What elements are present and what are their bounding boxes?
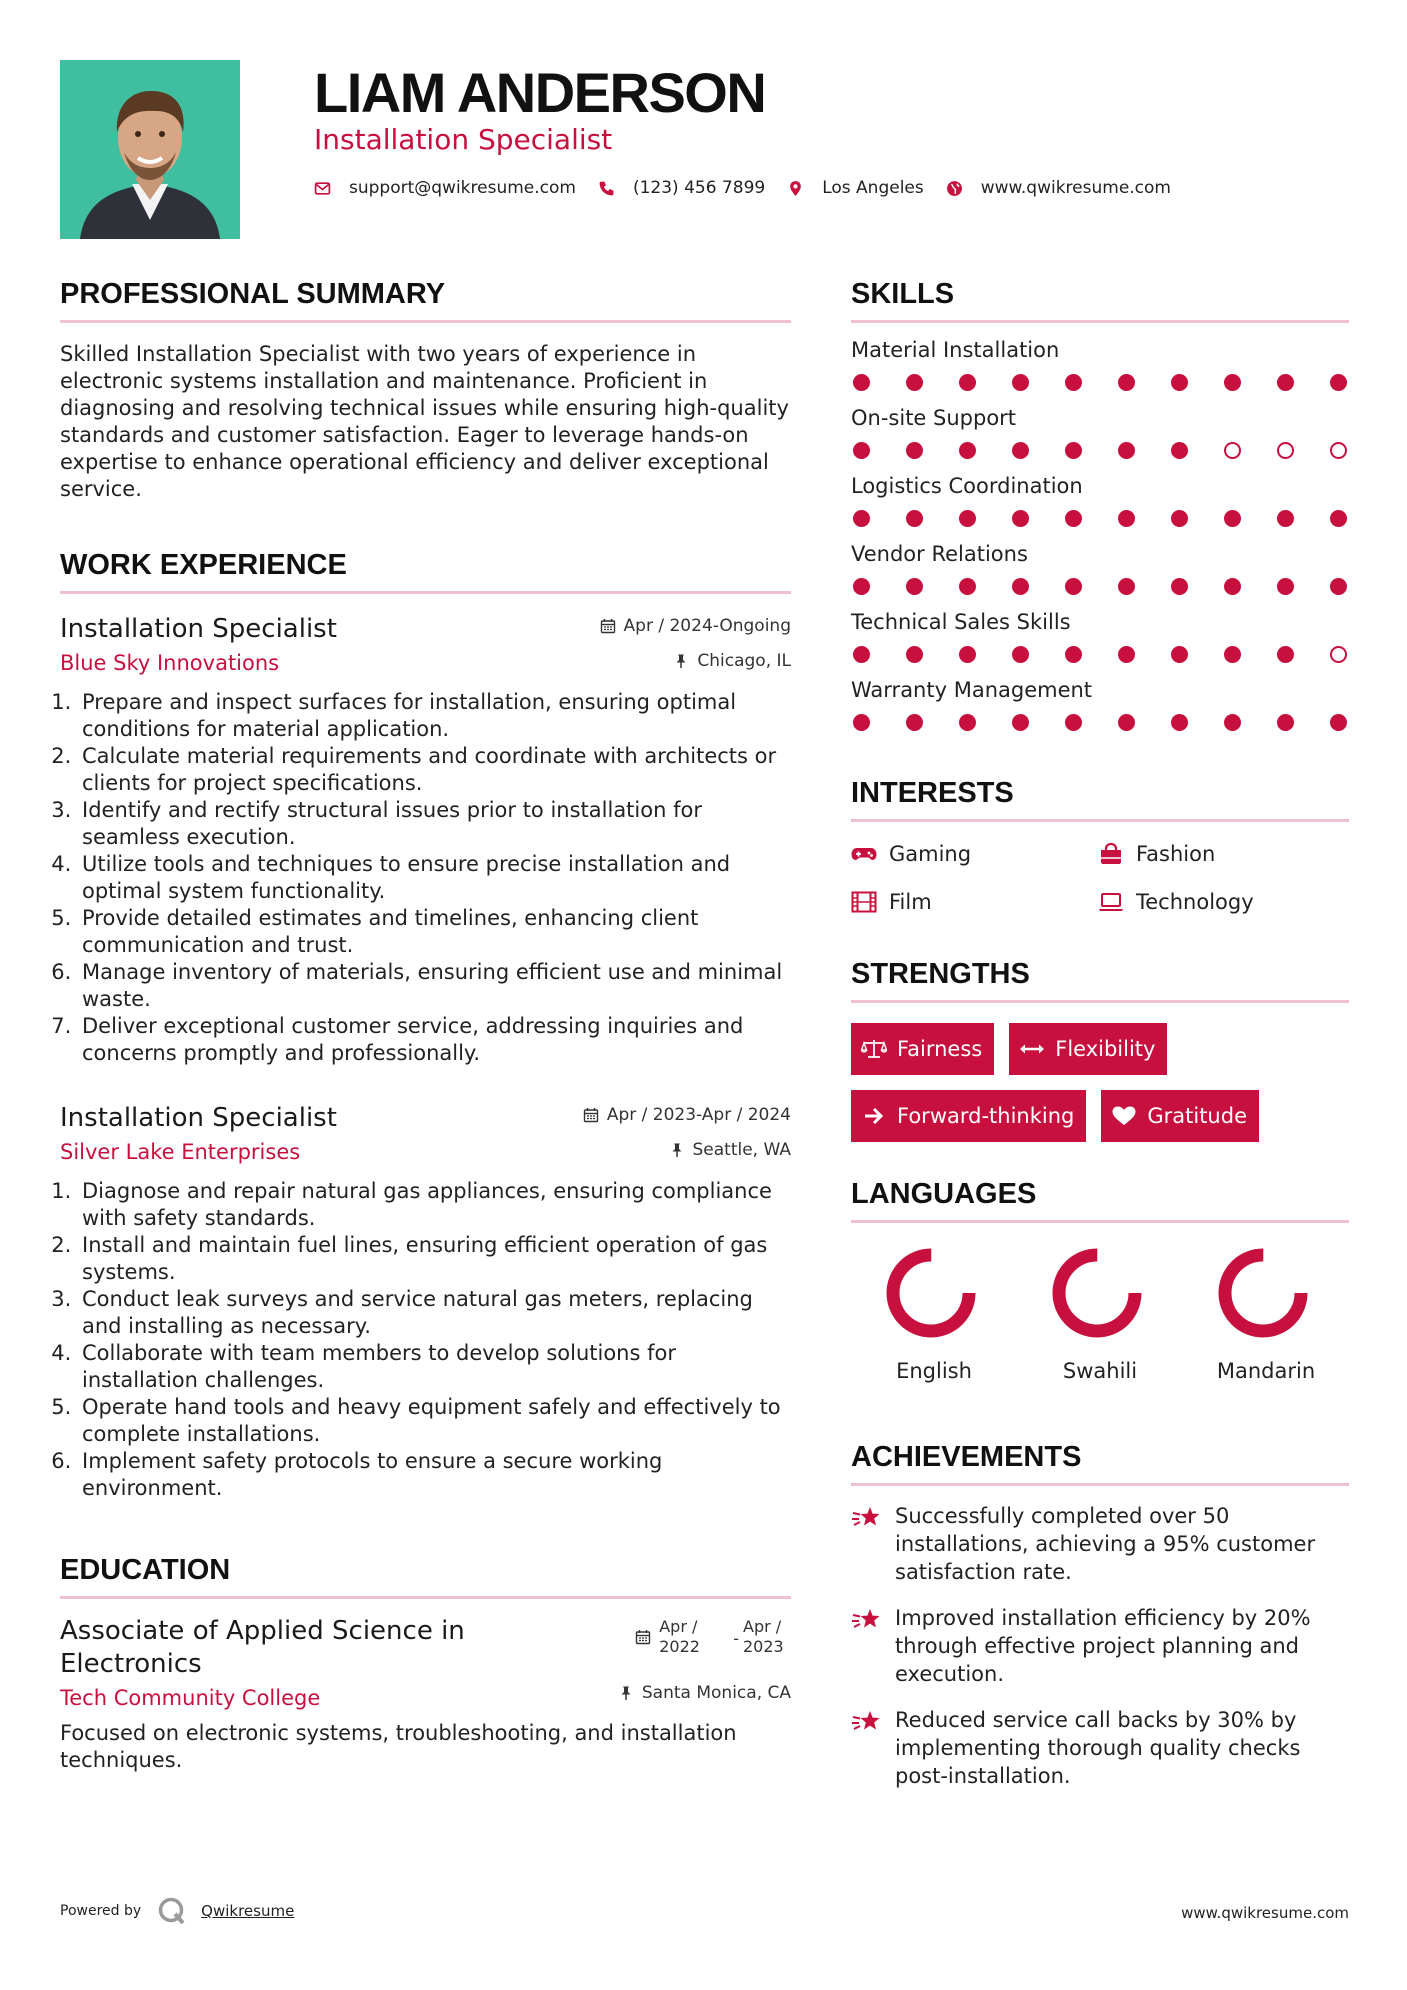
language-ring	[883, 1245, 979, 1341]
education-location	[618, 1683, 791, 1703]
contact-phone-text: (123) 456 7899	[632, 178, 766, 198]
qwikresume-link[interactable]: Qwikresume	[201, 1902, 295, 1920]
profile-photo	[60, 60, 240, 239]
education-heading: EDUCATION	[60, 1554, 231, 1586]
interest-item	[1098, 840, 1349, 868]
section-divider	[851, 1220, 1349, 1223]
job-location	[669, 1140, 792, 1160]
achievement-item	[851, 1502, 1349, 1586]
rating-dot-filled	[1012, 646, 1029, 663]
rating-dot-filled	[906, 510, 923, 527]
skill-name: Warranty Management	[851, 678, 1093, 702]
rating-dot-filled	[1330, 714, 1347, 731]
duty-item: 5. Provide detailed estimates and timelines, enhancing client communication and trust.	[78, 905, 791, 959]
experience-heading: WORK EXPERIENCE	[60, 549, 347, 581]
strength-tag	[1009, 1023, 1167, 1075]
interests-heading: INTERESTS	[851, 777, 1014, 809]
job-dates	[583, 1105, 791, 1125]
rating-dot-filled	[1171, 374, 1188, 391]
job-company: Blue Sky Innovations	[60, 651, 280, 675]
rating-dot-filled	[1330, 374, 1347, 391]
rating-dot-filled	[1118, 714, 1135, 731]
phone-icon	[598, 180, 615, 197]
rating-dot-filled	[1277, 578, 1294, 595]
map-pin-icon	[787, 180, 804, 197]
skills-heading: SKILLS	[851, 278, 955, 310]
section-divider	[60, 1596, 791, 1599]
strength-tag	[851, 1090, 1086, 1142]
contact-location-text: Los Angeles	[822, 178, 924, 198]
rating-dot-filled	[853, 442, 870, 459]
rating-dot-filled	[1012, 442, 1029, 459]
interests-list	[851, 840, 1349, 916]
scale-icon	[861, 1038, 887, 1060]
calendar-icon	[583, 1107, 599, 1123]
calendar-icon	[600, 618, 616, 634]
language-ring	[1049, 1245, 1145, 1341]
rating-dot-filled	[1330, 510, 1347, 527]
rating-dot-filled	[1224, 578, 1241, 595]
language-item	[851, 1245, 1017, 1385]
footer-website[interactable]: www.qwikresume.com	[1181, 1904, 1349, 1922]
rating-dot-filled	[1118, 442, 1135, 459]
duty-item: 1. Diagnose and repair natural gas appliances, ensuring compliance with safety standards.	[78, 1178, 791, 1232]
education-section	[60, 1546, 791, 1774]
duty-item: 2. Install and maintain fuel lines, ensuring efficient operation of gas systems.	[78, 1232, 791, 1286]
education-description: Focused on electronic systems, troubleshooting, and installation techniques.	[60, 1721, 737, 1772]
star-burst-icon	[851, 1708, 883, 1736]
qwikresume-logo-icon	[157, 1896, 187, 1926]
rating-dot-filled	[1012, 578, 1029, 595]
rating-dot-filled	[1224, 646, 1241, 663]
achievements-heading: ACHIEVEMENTS	[851, 1441, 1082, 1473]
rating-dot-filled	[906, 714, 923, 731]
skill-rating	[851, 578, 1349, 595]
rating-dot-filled	[1065, 442, 1082, 459]
duty-item: 5. Operate hand tools and heavy equipment safely and effectively to complete installations.	[78, 1394, 791, 1448]
job-dates	[600, 616, 791, 636]
skill-name: Material Installation	[851, 338, 1060, 362]
pushpin-icon	[669, 1142, 685, 1158]
skill-name: Vendor Relations	[851, 542, 1028, 566]
interest-label: Film	[889, 890, 932, 914]
interest-item	[851, 840, 1098, 868]
gamepad-icon	[851, 843, 877, 865]
arrow-right-icon	[861, 1105, 887, 1127]
language-level-arc	[1059, 1255, 1135, 1331]
education-degree: Associate of Applied Science in Electronics	[60, 1616, 465, 1679]
rating-dot-filled	[1118, 510, 1135, 527]
interest-item	[1098, 888, 1349, 916]
duty-item: 4. Collaborate with team members to develop solutions for installation challenges.	[78, 1340, 791, 1394]
calendar-icon	[635, 1629, 651, 1645]
job-location-text: Chicago, IL	[697, 651, 791, 671]
achievement-text: Successfully completed over 50 installations, achieving a 95% customer satisfaction rate.	[895, 1504, 1316, 1584]
envelope-icon	[314, 180, 331, 197]
job-duties	[60, 1178, 791, 1502]
interest-label: Fashion	[1136, 842, 1216, 866]
education-date-separator: -	[733, 1629, 739, 1648]
summary-heading: PROFESSIONAL SUMMARY	[60, 278, 446, 310]
job-title: Installation Specialist	[60, 1103, 337, 1133]
rating-dot-filled	[1171, 578, 1188, 595]
contact-bar	[314, 178, 1193, 198]
rating-dot-filled	[853, 510, 870, 527]
rating-dot-filled	[1065, 578, 1082, 595]
candidate-name: LIAM ANDERSON	[314, 61, 766, 124]
rating-dot-filled	[906, 442, 923, 459]
rating-dot-filled	[853, 714, 870, 731]
languages-section	[851, 1170, 1349, 1385]
rating-dot-filled	[1065, 646, 1082, 663]
interest-label: Gaming	[889, 842, 972, 866]
rating-dot-filled	[1277, 510, 1294, 527]
contact-phone[interactable]	[598, 178, 765, 198]
duty-item: 3. Conduct leak surveys and service natural gas meters, replacing and installing as necessary.	[78, 1286, 791, 1340]
rating-dot-filled	[959, 578, 976, 595]
arrows-horizontal-icon	[1019, 1038, 1045, 1060]
rating-dot-filled	[1012, 510, 1029, 527]
job-dates-text: Apr / 2023-Apr / 2024	[606, 1105, 791, 1125]
profile-photo-image	[60, 60, 240, 239]
job-location-text: Seattle, WA	[692, 1140, 791, 1160]
interest-label: Technology	[1136, 890, 1254, 914]
contact-location	[787, 178, 924, 198]
rating-dot-filled	[1277, 646, 1294, 663]
contact-website[interactable]	[946, 178, 1171, 198]
rating-dot-filled	[853, 646, 870, 663]
job-dates-text: Apr / 2024-Ongoing	[623, 616, 791, 636]
rating-dot-filled	[906, 646, 923, 663]
education-dates	[635, 1617, 791, 1657]
contact-email-text: support@qwikresume.com	[349, 178, 576, 198]
rating-dot-filled	[959, 714, 976, 731]
strengths-section	[851, 950, 1349, 1142]
skills-list	[851, 336, 1349, 731]
rating-dot-filled	[1171, 510, 1188, 527]
rating-dot-filled	[1118, 374, 1135, 391]
education-entry	[60, 1615, 791, 1774]
rating-dot-filled	[1012, 714, 1029, 731]
strength-label: Gratitude	[1147, 1104, 1247, 1128]
duty-item: 7. Deliver exceptional customer service, addressing inquiries and concerns promptly and professionally.	[78, 1013, 791, 1067]
interest-item	[851, 888, 1098, 916]
powered-by-label: Powered by	[60, 1903, 142, 1919]
rating-dot-filled	[1330, 578, 1347, 595]
laptop-icon	[1098, 891, 1124, 913]
skill-rating	[851, 646, 1349, 663]
languages-list	[851, 1245, 1349, 1385]
pushpin-icon	[673, 653, 689, 669]
rating-dot-filled	[1118, 646, 1135, 663]
rating-dot-filled	[1277, 714, 1294, 731]
left-column	[60, 270, 791, 1774]
strength-tag	[851, 1023, 994, 1075]
rating-dot-filled	[959, 374, 976, 391]
language-name: English	[896, 1359, 972, 1383]
skill-name: Logistics Coordination	[851, 474, 1083, 498]
education-school: Tech Community College	[60, 1686, 321, 1710]
rating-dot-filled	[1065, 714, 1082, 731]
duty-item: 6. Manage inventory of materials, ensuring efficient use and minimal waste.	[78, 959, 791, 1013]
rating-dot-filled	[959, 510, 976, 527]
section-divider	[851, 1000, 1349, 1003]
strengths-heading: STRENGTHS	[851, 958, 1030, 990]
strength-label: Fairness	[897, 1037, 983, 1061]
job-location	[673, 651, 791, 671]
strengths-list	[851, 1023, 1349, 1142]
education-end: Apr / 2023	[743, 1617, 784, 1656]
section-divider	[851, 1483, 1349, 1486]
contact-email[interactable]	[314, 178, 576, 198]
film-icon	[851, 891, 877, 913]
duty-item: 1. Prepare and inspect surfaces for installation, ensuring optimal conditions for material application.	[78, 689, 791, 743]
skill-rating	[851, 442, 1349, 459]
summary-text: Skilled Installation Specialist with two years of experience in electronic systems installation and maintenance. Proficient in diagnosing and resolving technical issues while ensuring high-quality standards and customer satisfaction. Eager to leverage hands-on expertise to enhance operational efficiency and deliver exceptional service.	[60, 342, 789, 501]
language-item	[1183, 1245, 1349, 1385]
skill-rating	[851, 714, 1349, 731]
experience-section	[60, 541, 791, 1502]
rating-dot-filled	[1012, 374, 1029, 391]
rating-dot-empty	[1330, 442, 1347, 459]
shopping-bag-icon	[1098, 843, 1124, 865]
job-entry	[60, 612, 791, 1067]
job-entry	[60, 1101, 791, 1502]
candidate-title: Installation Specialist	[314, 123, 613, 156]
pushpin-icon	[618, 1685, 634, 1701]
strength-tag	[1101, 1090, 1259, 1142]
language-level-arc	[1225, 1255, 1301, 1331]
section-divider	[60, 320, 791, 323]
achievements-section	[851, 1433, 1349, 1790]
rating-dot-empty	[1224, 442, 1241, 459]
right-column	[851, 270, 1349, 1790]
education-location-text: Santa Monica, CA	[641, 1683, 791, 1703]
rating-dot-filled	[1224, 714, 1241, 731]
languages-heading: LANGUAGES	[851, 1178, 1037, 1210]
job-title: Installation Specialist	[60, 614, 337, 644]
rating-dot-filled	[1065, 510, 1082, 527]
star-burst-icon	[851, 1504, 883, 1532]
education-start: Apr / 2022	[659, 1617, 700, 1656]
interests-section	[851, 769, 1349, 916]
rating-dot-filled	[853, 578, 870, 595]
footer-powered-by	[60, 1896, 294, 1926]
rating-dot-filled	[1171, 714, 1188, 731]
rating-dot-filled	[1224, 510, 1241, 527]
duty-item: 4. Utilize tools and techniques to ensure precise installation and optimal system functionality.	[78, 851, 791, 905]
skill-name: On-site Support	[851, 406, 1017, 430]
achievement-text: Reduced service call backs by 30% by implementing thorough quality checks post-installation.	[895, 1708, 1301, 1788]
rating-dot-filled	[959, 646, 976, 663]
language-ring	[1215, 1245, 1311, 1341]
strength-label: Forward-thinking	[897, 1104, 1075, 1128]
duty-item: 2. Calculate material requirements and coordinate with architects or clients for project specifications.	[78, 743, 791, 797]
rating-dot-filled	[1171, 646, 1188, 663]
achievement-text: Improved installation efficiency by 20% through effective project planning and execution.	[895, 1606, 1311, 1686]
rating-dot-filled	[1224, 374, 1241, 391]
rating-dot-filled	[906, 578, 923, 595]
rating-dot-filled	[1065, 374, 1082, 391]
achievements-list	[851, 1502, 1349, 1790]
skill-rating	[851, 510, 1349, 527]
skill-rating	[851, 374, 1349, 391]
rating-dot-filled	[959, 442, 976, 459]
rating-dot-filled	[853, 374, 870, 391]
star-burst-icon	[851, 1606, 883, 1634]
language-level-arc	[893, 1255, 969, 1331]
summary-section	[60, 270, 791, 503]
rating-dot-filled	[1171, 442, 1188, 459]
language-name: Swahili	[1062, 1359, 1138, 1383]
skills-section	[851, 270, 1349, 731]
strength-label: Flexibility	[1055, 1037, 1156, 1061]
achievement-item	[851, 1604, 1349, 1688]
rating-dot-filled	[1118, 578, 1135, 595]
language-item	[1017, 1245, 1183, 1385]
job-company: Silver Lake Enterprises	[60, 1140, 301, 1164]
skill-name: Technical Sales Skills	[851, 610, 1071, 634]
section-divider	[60, 591, 791, 594]
rating-dot-empty	[1277, 442, 1294, 459]
job-duties	[60, 689, 791, 1067]
section-divider	[851, 320, 1349, 323]
globe-icon	[946, 180, 963, 197]
rating-dot-filled	[1277, 374, 1294, 391]
duty-item: 6. Implement safety protocols to ensure a secure working environment.	[78, 1448, 791, 1502]
heart-icon	[1111, 1105, 1137, 1127]
duty-item: 3. Identify and rectify structural issues prior to installation for seamless execution.	[78, 797, 791, 851]
rating-dot-empty	[1330, 646, 1347, 663]
language-name: Mandarin	[1216, 1359, 1316, 1383]
contact-website-text: www.qwikresume.com	[980, 178, 1171, 198]
rating-dot-filled	[906, 374, 923, 391]
section-divider	[851, 819, 1349, 822]
achievement-item	[851, 1706, 1349, 1790]
